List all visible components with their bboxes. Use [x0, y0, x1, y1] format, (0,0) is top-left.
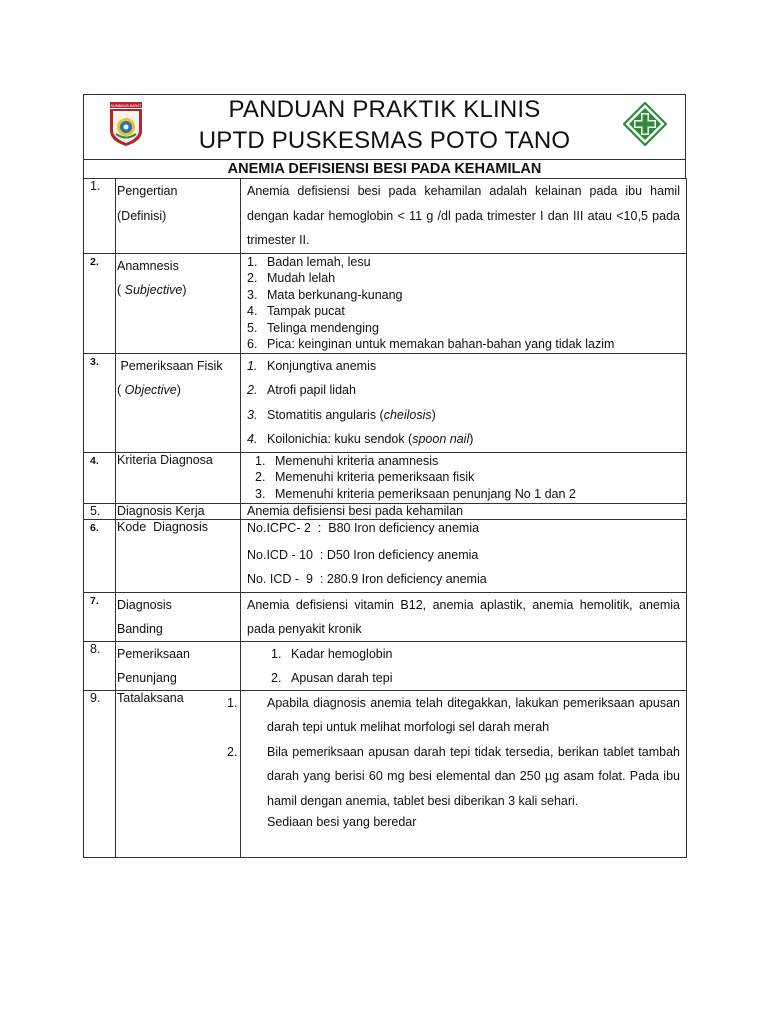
row-content: Anemia defisiensi vitamin B12, anemia aplastik, anemia hemolitik, anemia pada penyakit kronik	[241, 592, 687, 641]
row-kode-diagnosis	[84, 519, 687, 592]
row-anamnesis	[84, 253, 687, 353]
list-item: 3. Memenuhi kriteria pemeriksaan penunjang No 1 dan 2	[255, 486, 576, 501]
row-label-line: Diagnosis	[117, 597, 172, 612]
document-header	[83, 94, 686, 159]
clinical-guide-document	[83, 94, 686, 858]
row-content	[241, 253, 687, 353]
row-content	[241, 519, 687, 592]
list-item: 1. Memenuhi kriteria anamnesis	[255, 453, 439, 468]
row-label-line: Penunjang	[117, 670, 177, 685]
row-content	[241, 452, 687, 503]
list-item: 5. Telinga mendenging	[247, 320, 379, 335]
paren: )	[182, 283, 187, 297]
institution-name: UPTD PUSKESMAS POTO TANO	[198, 127, 571, 154]
puskesmas-logo-icon	[623, 102, 667, 146]
code-line-icd9: No. ICD - 9 : 280.9 Iron deficiency anemia	[247, 572, 487, 586]
row-label-line: ( Objective)	[117, 383, 181, 397]
list-item: 6. Pica: keinginan untuk memakan bahan-bahan yang tidak lazim	[247, 337, 615, 351]
list-item: 1. Badan lemah, lesu	[247, 254, 371, 269]
row-diagnosis-kerja	[84, 503, 687, 519]
row-pengertian	[84, 179, 687, 254]
row-content: Anemia defisiensi besi pada kehamilan	[241, 503, 687, 519]
list-item-extra: Sediaan besi yang beredar	[267, 815, 417, 829]
list-item: 1. Konjungtiva anemis	[247, 358, 377, 373]
row-number: 3.	[84, 353, 116, 452]
list-item: 4. Tampak pucat	[247, 304, 345, 318]
document-subtitle: ANEMIA DEFISIENSI BESI PADA KEHAMILAN	[83, 159, 686, 178]
row-label-line: Pemeriksaan	[117, 646, 190, 661]
label-italic: Subjective	[124, 283, 183, 297]
row-kriteria-diagnosa	[84, 452, 687, 503]
code-line-icpc: No.ICPC- 2 : B80 Iron deficiency anemia	[247, 520, 480, 535]
list-item: 2. Atrofi papil lidah	[247, 383, 356, 397]
row-label-line: Pemeriksaan Fisik	[117, 358, 223, 373]
row-number: 1.	[84, 179, 116, 254]
row-content	[241, 641, 687, 690]
row-label-line: Pengertian	[117, 184, 178, 198]
row-number: 7.	[84, 592, 116, 641]
row-number: 4.	[84, 452, 116, 503]
row-label-line	[117, 278, 240, 303]
row-pemeriksaan-penunjang	[84, 641, 687, 690]
row-label: Kriteria Diagnosa	[116, 452, 241, 503]
row-label: Diagnosis Kerja	[116, 503, 241, 519]
row-number: 6.	[84, 519, 116, 592]
row-label	[116, 353, 241, 452]
paren: (	[117, 283, 125, 297]
row-number: 2.	[84, 253, 116, 353]
list-item: 1. Kadar hemoglobin	[271, 646, 393, 661]
list-item: 1. Apabila diagnosis anemia telah ditegakkan, lakukan pemeriksaan apusan darah tepi untuk melihat morfologi sel darah merah	[227, 695, 680, 734]
list-item: 3. Stomatitis angularis (cheilosis)	[247, 407, 436, 422]
list-item: 2. Bila pemeriksaan apusan darah tepi tidak tersedia, berikan tablet tambah darah yang berisi 60 mg besi elemental dan 250 µg asam folat. Pada ibu hamil dengan anemia, tablet besi diberikan 3 kali sehari.	[227, 744, 680, 808]
row-label	[116, 253, 241, 353]
row-number: 5.	[84, 503, 116, 519]
row-label-line: Anamnesis	[117, 258, 179, 273]
row-label-line: (Definisi)	[117, 208, 167, 223]
row-pemeriksaan-fisik	[84, 353, 687, 452]
row-label: Tatalaksana	[116, 690, 241, 857]
row-label	[116, 592, 241, 641]
list-item: 3. Mata berkunang-kunang	[247, 287, 403, 302]
row-label	[116, 179, 241, 254]
list-item: 4. Koilonichia: kuku sendok (spoon nail)	[247, 432, 474, 446]
document-title: PANDUAN PRAKTIK KLINIS	[228, 96, 541, 123]
row-label-line: Banding	[117, 621, 163, 636]
list-item: 2. Memenuhi kriteria pemeriksaan fisik	[255, 470, 475, 484]
row-content	[227, 690, 687, 857]
label-italic: Objective	[124, 383, 177, 397]
list-item: 2. Apusan darah tepi	[271, 670, 393, 685]
row-label: Kode Diagnosis	[116, 519, 241, 592]
list-item: 2. Mudah lelah	[247, 271, 336, 285]
code-line-icd10: No.ICD - 10 : D50 Iron deficiency anemia	[247, 547, 479, 562]
row-label	[116, 641, 241, 690]
guide-table	[83, 178, 687, 858]
row-tatalaksana	[84, 690, 687, 857]
row-number: 9.	[84, 690, 116, 857]
row-content: Anemia defisiensi besi pada kehamilan adalah kelainan pada ibu hamil dengan kadar hemoglobin < 11 g /dl pada trimester I dan III atau <10,5 pada trimester II.	[241, 179, 687, 254]
row-content	[241, 353, 687, 452]
row-diagnosis-banding	[84, 592, 687, 641]
emblem-text: SUMBAWA BARAT	[110, 103, 142, 108]
row-number: 8.	[84, 641, 116, 690]
